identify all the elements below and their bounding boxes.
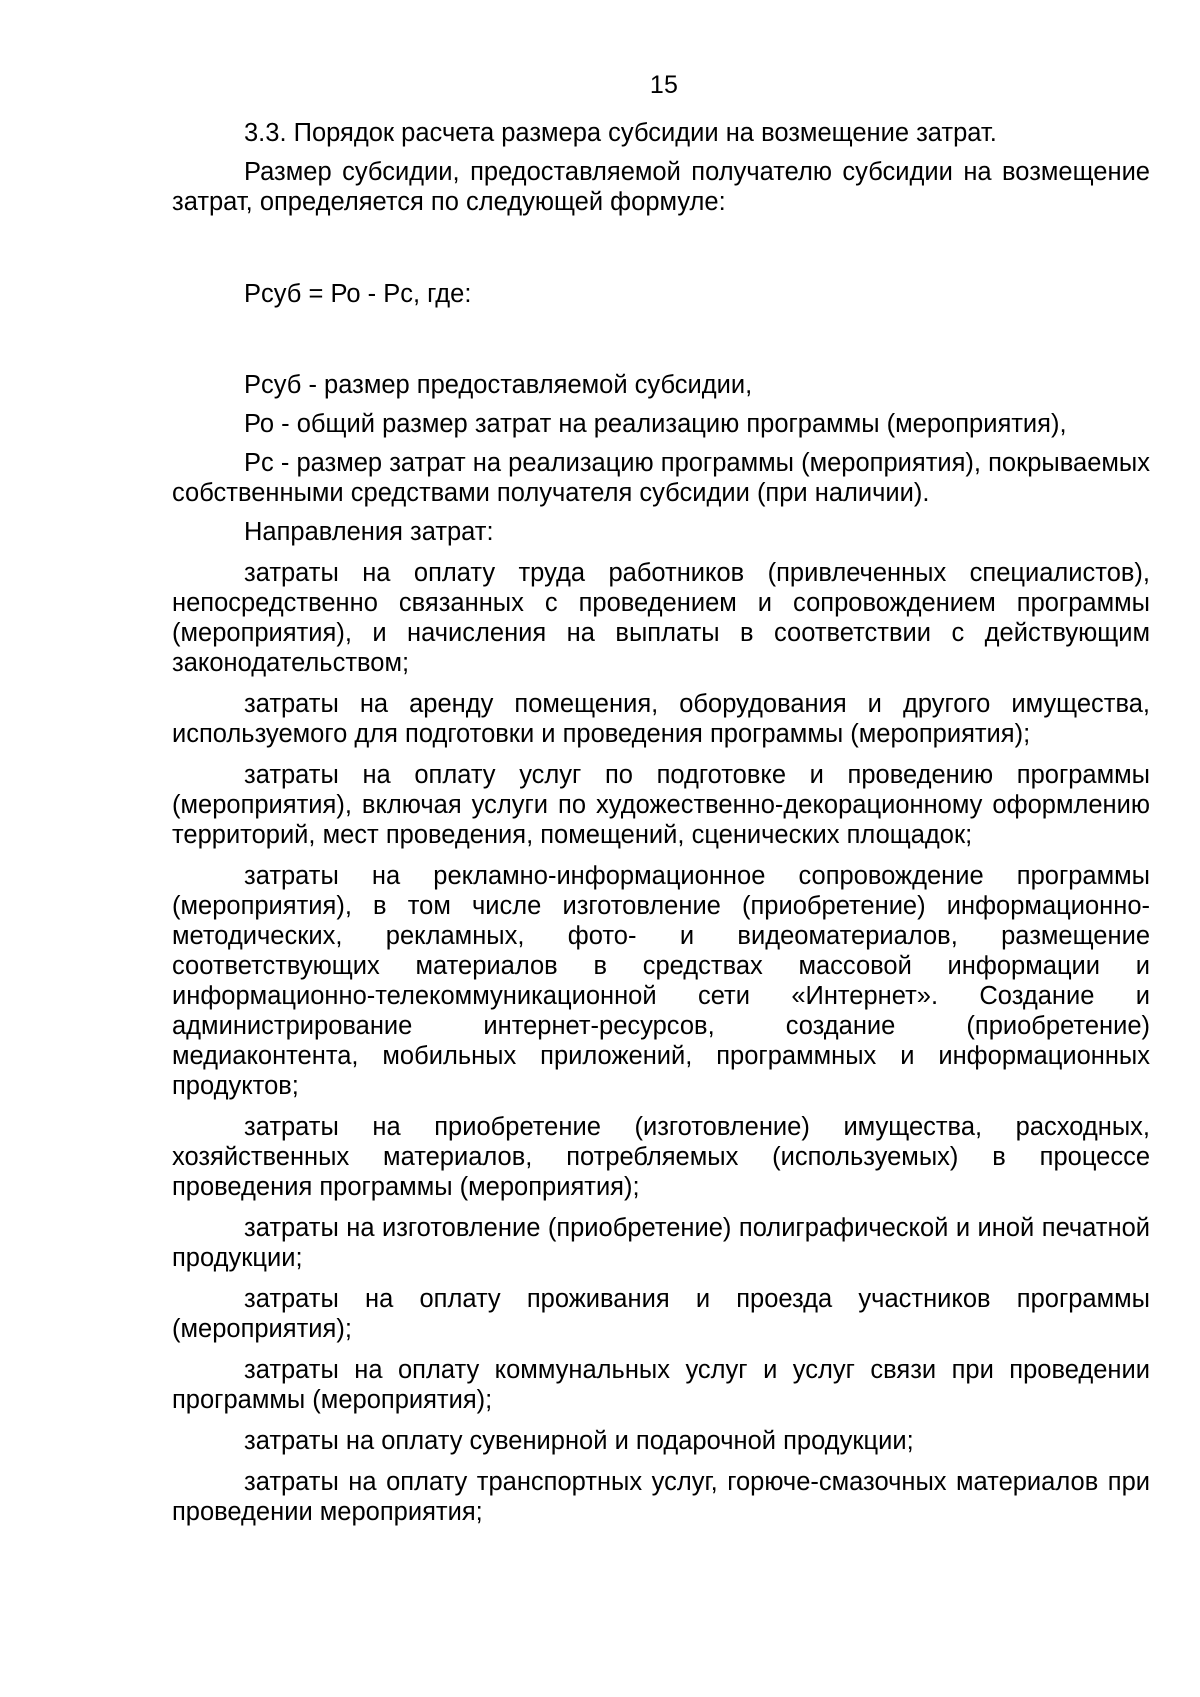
- paragraph: Размер субсидии, предоставляемой получателю субсидии на возмещение затрат, определяется по следующей формуле:: [172, 158, 1150, 216]
- formula: Рсуб = Ро - Рс, где:: [244, 280, 472, 308]
- cost-direction-item: затраты на оплату услуг по подготовке и проведению программы (мероприятия), включая услуги по художественно-декорационному оформлению территорий, мест проведения, помещений, сценических площадок;: [172, 761, 1150, 849]
- cost-direction-item: затраты на оплату транспортных услуг, горюче-смазочных материалов при проведении мероприятия;: [172, 1468, 1150, 1526]
- definition-item: Рс - размер затрат на реализацию программы (мероприятия), покрываемых собственными средствами получателя субсидии (при наличии).: [172, 449, 1150, 507]
- cost-direction-item: затраты на изготовление (приобретение) полиграфической и иной печатной продукции;: [172, 1214, 1150, 1272]
- cost-direction-item: затраты на оплату проживания и проезда участников программы (мероприятия);: [172, 1285, 1150, 1343]
- cost-direction-item: затраты на приобретение (изготовление) имущества, расходных, хозяйственных материалов, потребляемых (используемых) в процессе проведения программы (мероприятия);: [172, 1113, 1150, 1201]
- definition-item: Ро - общий размер затрат на реализацию программы (мероприятия),: [244, 410, 1067, 438]
- document-body: [172, 118, 1150, 1527]
- cost-direction-item: затраты на рекламно-информационное сопровождение программы (мероприятия), в том числе изготовление (приобретение) информационно-методических, рекламных, фото- и видеоматериалов, размещение соответствующих материалов в средствах массовой информации и информационно-телекоммуникационной сети «Интернет». Создание и администрирование интернет-ресурсов, создание (приобретение) медиаконтента, мобильных приложений, программных и информационных продуктов;: [172, 862, 1150, 1100]
- page-number: 15: [649, 71, 679, 99]
- cost-direction-item: затраты на аренду помещения, оборудования и другого имущества, используемого для подготовки и проведения программы (мероприятия);: [172, 690, 1150, 748]
- subheading: Направления затрат:: [244, 518, 494, 546]
- cost-direction-item: затраты на оплату труда работников (привлеченных специалистов), непосредственно связанных с проведением и сопровождением программы (мероприятия), и начисления на выплаты в соответствии с действующим законодательством;: [172, 559, 1150, 677]
- cost-direction-item: затраты на оплату сувенирной и подарочной продукции;: [244, 1427, 914, 1455]
- cost-direction-item: затраты на оплату коммунальных услуг и услуг связи при проведении программы (мероприятия);: [172, 1356, 1150, 1414]
- section-heading: 3.3. Порядок расчета размера субсидии на возмещение затрат.: [244, 119, 997, 147]
- definition-item: Рсуб - размер предоставляемой субсидии,: [244, 371, 753, 399]
